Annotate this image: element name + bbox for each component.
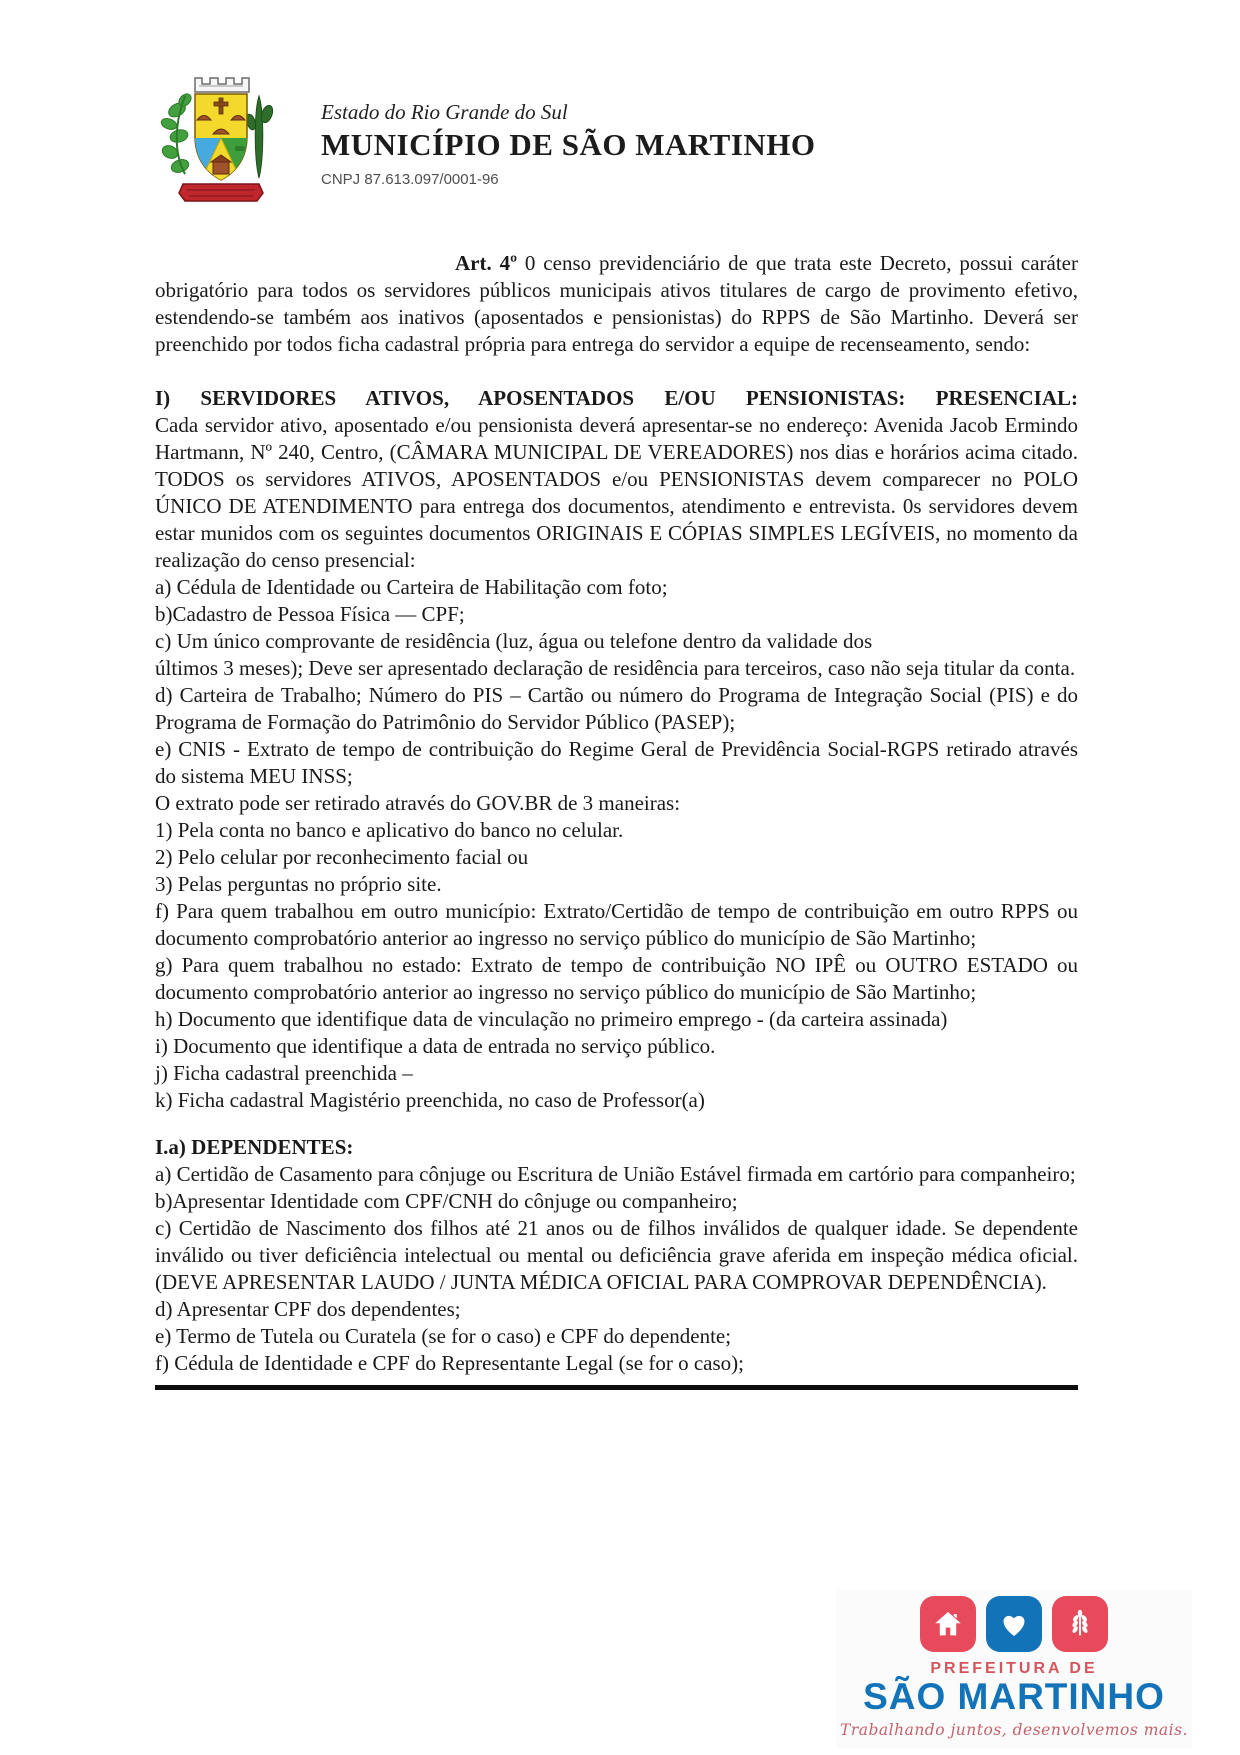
list-item: k) Ficha cadastral Magistério preenchida, no caso de Professor(a) bbox=[155, 1088, 705, 1112]
list-item: b)Cadastro de Pessoa Física — CPF; bbox=[155, 602, 465, 626]
logo-icon-row bbox=[836, 1596, 1192, 1652]
house-icon bbox=[920, 1596, 976, 1652]
wheat-icon bbox=[1052, 1596, 1108, 1652]
list-item: f) Cédula de Identidade e CPF do Representante Legal (se for o caso); bbox=[155, 1351, 744, 1375]
list-item: f) Para quem trabalhou em outro município: Extrato/Certidão de tempo de contribuição em outro RPPS ou documento comprobatório anterior ao ingresso no serviço público do município de São Martinho; bbox=[155, 899, 1078, 950]
cnpj-number: CNPJ 87.613.097/0001-96 bbox=[321, 171, 499, 188]
list-item: a) Certidão de Casamento para cônjuge ou Escritura de União Estável firmada em cartório para companheiro; bbox=[155, 1162, 1076, 1186]
list-item: últimos 3 meses); Deve ser apresentado declaração de residência para terceiros, caso não seja titular da conta. bbox=[155, 656, 1076, 680]
list-item: d) Apresentar CPF dos dependentes; bbox=[155, 1297, 461, 1321]
letterhead bbox=[155, 62, 816, 204]
list-item: e) CNIS - Extrato de tempo de contribuição do Regime Geral de Previdência Social-RGPS retirado através do sistema MEU INSS; bbox=[155, 737, 1078, 788]
coat-of-arms-icon bbox=[155, 62, 287, 204]
article-4-paragraph bbox=[155, 250, 1078, 358]
municipality-name: MUNICÍPIO DE SÃO MARTINHO bbox=[321, 127, 816, 162]
list-item: i) Documento que identifique a data de entrada no serviço público. bbox=[155, 1034, 716, 1058]
bottom-divider bbox=[155, 1385, 1078, 1390]
list-item: 1) Pela conta no banco e aplicativo do banco no celular. bbox=[155, 818, 624, 842]
heart-icon bbox=[986, 1596, 1042, 1652]
list-item: 2) Pelo celular por reconhecimento facial ou bbox=[155, 845, 529, 869]
list-item: b)Apresentar Identidade com CPF/CNH do cônjuge ou companheiro; bbox=[155, 1189, 738, 1213]
footer-tagline: Trabalhando juntos, desenvolvemos mais. bbox=[839, 1720, 1188, 1739]
section-1-intro: Cada servidor ativo, aposentado e/ou pensionista deverá apresentar-se no endereço: Avenida Jacob Ermindo Hartmann, Nº 240, Centro, (CÂMARA MUNICIPAL DE VEREADORES) nos dias e horários acima citado. TODOS os servidores ATIVOS, APOSENTADOS e/ou PENSIONISTAS devem comparecer no POLO ÚNICO DE ATENDIMENTO para entrega dos documentos, atendimento e entrevista. 0s servidores devem estar munidos com os seguintes documentos ORIGINAIS E CÓPIAS SIMPLES LEGÍVEIS, no momento da realização do censo presencial: bbox=[155, 413, 1078, 572]
list-item: g) Para quem trabalhou no estado: Extrato de tempo de contribuição NO IPÊ ou OUTRO ESTADO ou documento comprobatório anterior ao ingresso no serviço público do município de São Martinho; bbox=[155, 953, 1078, 1004]
list-item: j) Ficha cadastral preenchida – bbox=[155, 1061, 413, 1085]
list-item: h) Documento que identifique data de vinculação no primeiro emprego - (da carteira assinada) bbox=[155, 1007, 948, 1031]
section-1-heading: I) SERVIDORES ATIVOS, APOSENTADOS E/OU PENSIONISTAS: PRESENCIAL: bbox=[155, 386, 1078, 410]
list-item: c) Certidão de Nascimento dos filhos até 21 anos ou de filhos inválidos de qualquer idade. Se dependente inválido ou tiver deficiência intelectual ou mental ou deficiência grave aferida em inspeção médica oficial. (DEVE APRESENTAR LAUDO / JUNTA MÉDICA OFICIAL PARA COMPROVAR DEPENDÊNCIA). bbox=[155, 1216, 1078, 1294]
list-item: O extrato pode ser retirado através do GOV.BR de 3 maneiras: bbox=[155, 791, 681, 815]
prefeitura-label: PREFEITURA DE bbox=[930, 1660, 1098, 1677]
state-line: Estado do Rio Grande do Sul bbox=[321, 100, 568, 124]
list-item: a) Cédula de Identidade ou Carteira de Habilitação com foto; bbox=[155, 575, 668, 599]
list-item: c) Um único comprovante de residência (luz, água ou telefone dentro da validade dos bbox=[155, 629, 873, 653]
article-label: Art. 4º bbox=[455, 251, 518, 275]
list-item: d) Carteira de Trabalho; Número do PIS – Cartão ou número do Programa de Integração Social (PIS) e do Programa de Formação do Patrimônio do Servidor Público (PASEP); bbox=[155, 683, 1078, 734]
article-text: 0 censo previdenciário de que trata este Decreto, possui caráter obrigatório para todos os servidores públicos municipais ativos titulares de cargo de provimento efetivo, estendendo-se também aos inativos (aposentados e pensionistas) do RPPS de São Martinho. Deverá ser preenchido por todos ficha cadastral própria para entrega do servidor a equipe de recenseamento, sendo: bbox=[155, 251, 1078, 356]
list-item: e) Termo de Tutela ou Curatela (se for o caso) e CPF do dependente; bbox=[155, 1324, 732, 1348]
list-item: 3) Pelas perguntas no próprio site. bbox=[155, 872, 442, 896]
prefeitura-logo bbox=[836, 1590, 1192, 1749]
section-2-heading: I.a) DEPENDENTES: bbox=[155, 1135, 354, 1159]
city-name: SÃO MARTINHO bbox=[863, 1676, 1165, 1717]
document-body bbox=[155, 250, 1078, 1390]
